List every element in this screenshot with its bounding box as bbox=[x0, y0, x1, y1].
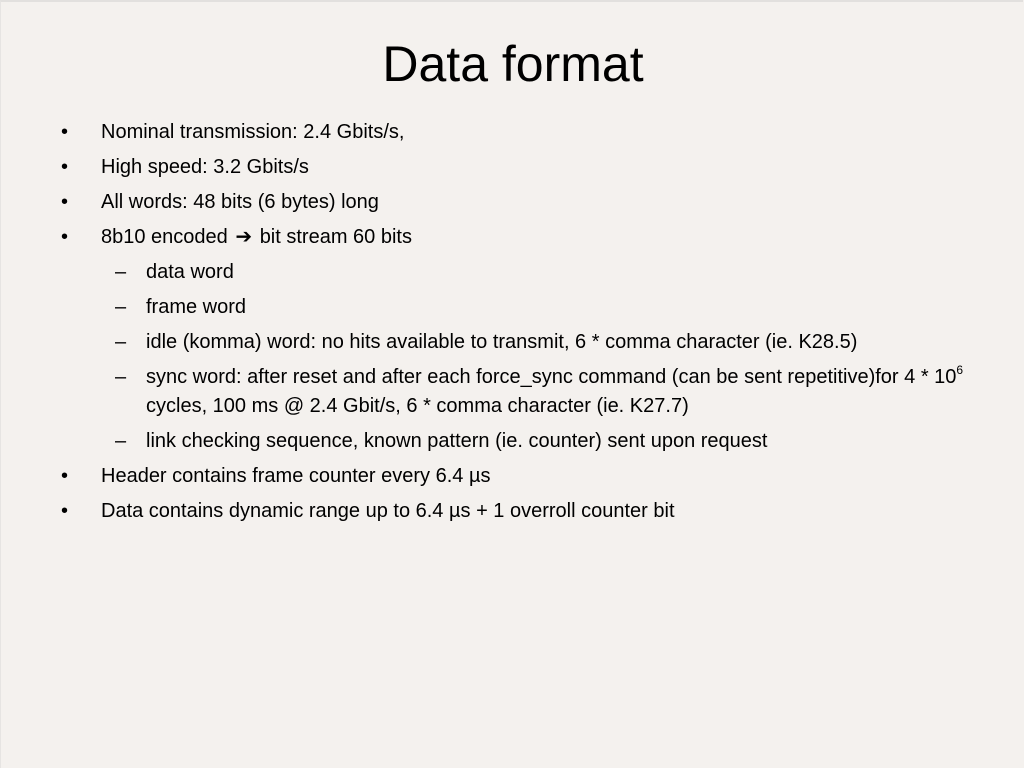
bullet-marker: • bbox=[61, 465, 69, 487]
list-item bbox=[1, 188, 1024, 223]
list-item-text: frame word bbox=[146, 296, 247, 318]
list-item-text: link checking sequence, known pattern (ie. counter) sent upon request bbox=[146, 430, 768, 452]
right-arrow-icon: ➔ bbox=[235, 226, 253, 248]
list-item-text: All words: 48 bits (6 bytes) long bbox=[101, 191, 379, 213]
slide-title: Data format bbox=[382, 36, 644, 92]
list-item-text: Nominal transmission: 2.4 Gbits/s, bbox=[101, 121, 405, 143]
list-item-text: idle (komma) word: no hits available to transmit, 6 * comma character (ie. K28.5) bbox=[146, 331, 858, 353]
dash-marker: – bbox=[115, 296, 127, 318]
encoding-label: 8b10 encoded bbox=[101, 226, 228, 248]
sync-word-text-start: sync word: after reset and after each force_sync command (can be sent repetitive)for 4 * 10 bbox=[146, 366, 957, 388]
bullet-marker: • bbox=[61, 500, 69, 522]
sub-list-item bbox=[1, 427, 1024, 462]
list-item-text bbox=[146, 363, 985, 421]
sub-list-item bbox=[1, 293, 1024, 328]
dash-marker: – bbox=[115, 261, 127, 283]
dash-marker: – bbox=[115, 331, 127, 353]
list-item bbox=[1, 497, 1024, 532]
list-item-text: High speed: 3.2 Gbits/s bbox=[101, 156, 309, 178]
list-item bbox=[1, 462, 1024, 497]
list-item-text: data word bbox=[146, 261, 234, 283]
list-item-text: Header contains frame counter every 6.4 µs bbox=[101, 465, 491, 487]
bullet-marker: • bbox=[61, 121, 69, 143]
list-item-text: Data contains dynamic range up to 6.4 µs + 1 overroll counter bit bbox=[101, 500, 675, 522]
dash-marker: – bbox=[115, 430, 127, 452]
bullet-marker: • bbox=[61, 156, 69, 178]
list-item bbox=[1, 118, 1024, 153]
sub-list-item bbox=[1, 258, 1024, 293]
sub-list-item bbox=[1, 328, 1024, 363]
list-item bbox=[1, 223, 1024, 258]
list-item-text bbox=[101, 223, 985, 252]
bit-stream-label: bit stream 60 bits bbox=[259, 226, 412, 248]
exponent: 6 bbox=[956, 363, 964, 378]
dash-marker: – bbox=[115, 366, 127, 388]
sync-word-text-end: cycles, 100 ms @ 2.4 Gbit/s, 6 * comma character (ie. K27.7) bbox=[146, 395, 689, 417]
list-item bbox=[1, 153, 1024, 188]
bullet-list bbox=[1, 118, 1024, 532]
bullet-marker: • bbox=[61, 191, 69, 213]
bullet-marker: • bbox=[61, 226, 69, 248]
sub-list-item bbox=[1, 363, 1024, 427]
